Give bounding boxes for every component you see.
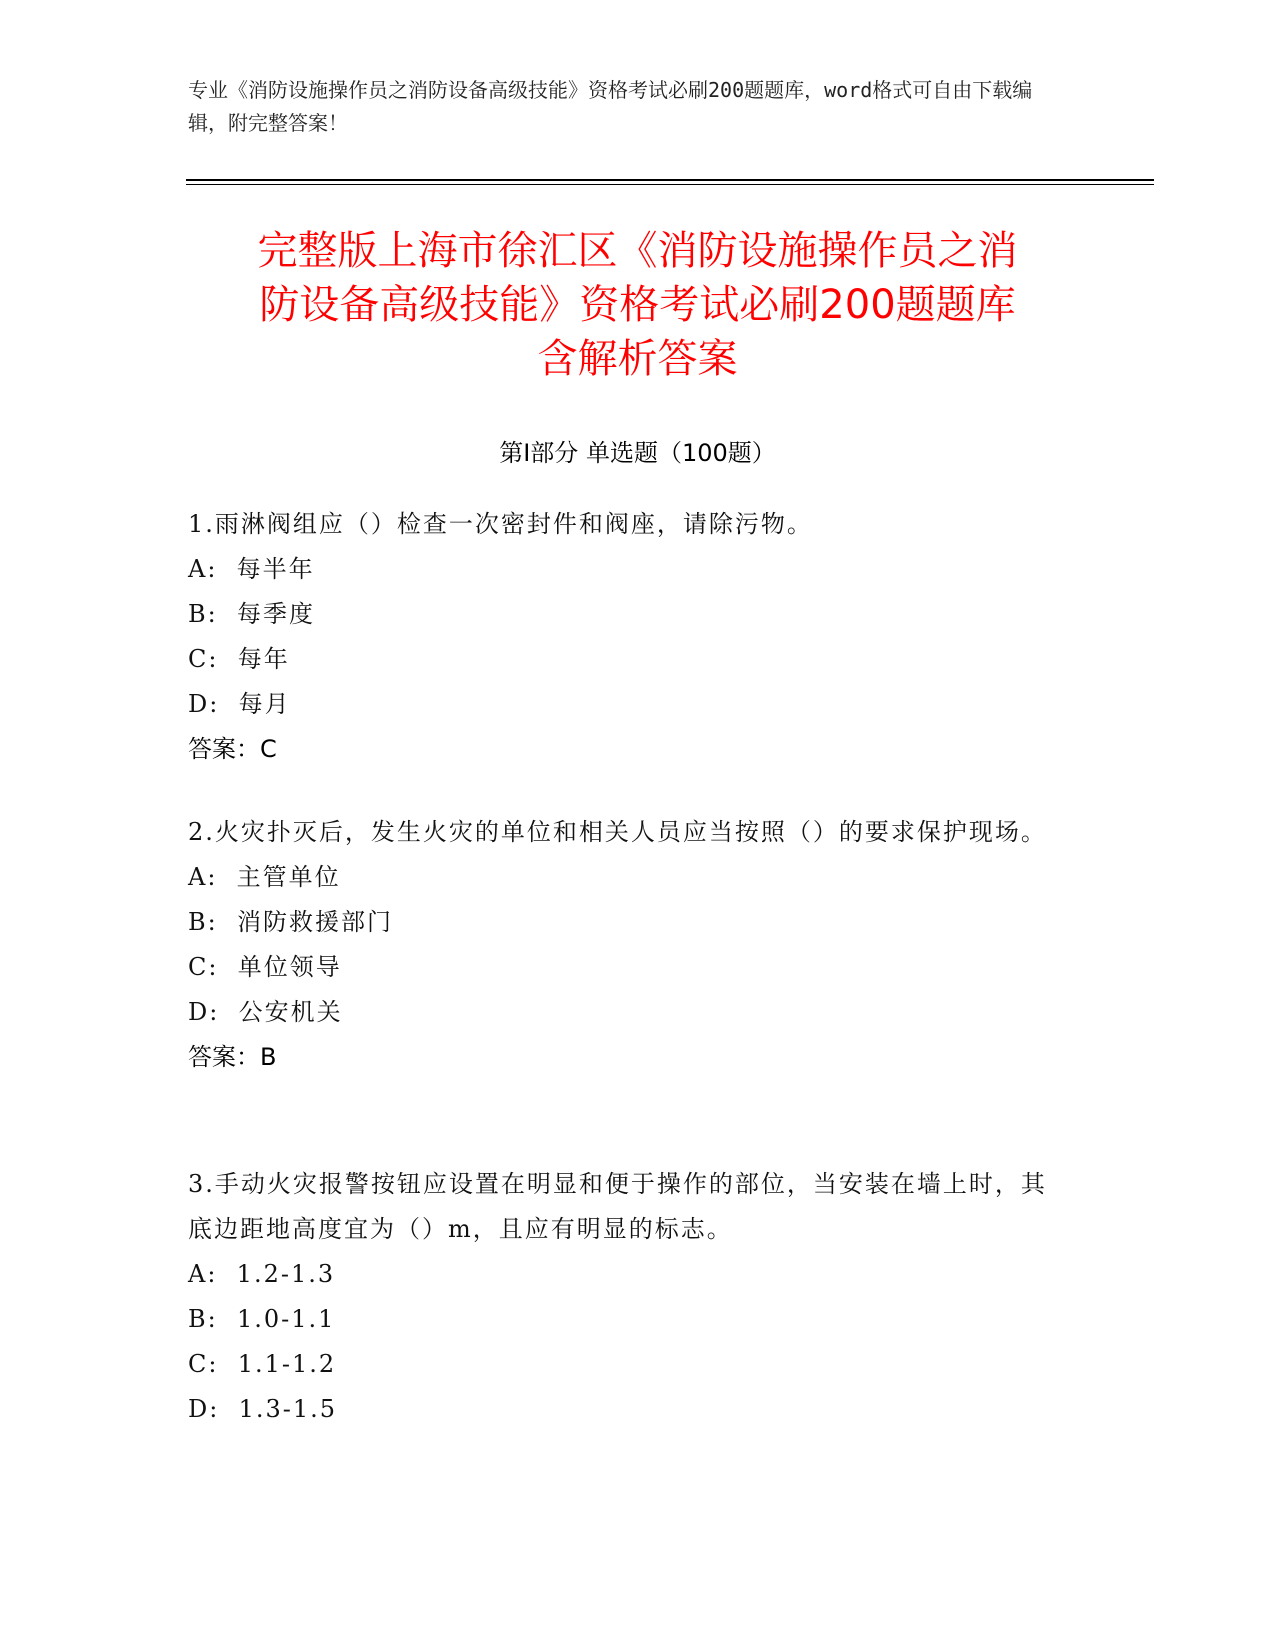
option-d: D: 公安机关 — [188, 998, 343, 1026]
document-title-line-2: 防设备高级技能》资格考试必刷200题题库 — [259, 282, 1016, 328]
option-b: B: 消防救援部门 — [188, 908, 393, 936]
question-2 — [188, 810, 1068, 1080]
section-title: 第Ⅰ部分 单选题（100题） — [499, 439, 776, 467]
header-divider-thin — [186, 184, 1154, 185]
option-a: A: 主管单位 — [188, 863, 341, 891]
header-note: 专业《消防设施操作员之消防设备高级技能》资格考试必刷200题题库，word格式可自由下载编辑，附完整答案！ — [188, 78, 1033, 135]
option-b: B: 1.0-1.1 — [188, 1305, 336, 1333]
question-3 — [188, 1162, 1068, 1432]
option-a: A: 1.2-1.3 — [188, 1260, 336, 1288]
option-d: D: 1.3-1.5 — [188, 1395, 338, 1423]
answer: 答案：B — [188, 1043, 277, 1071]
option-b: B: 每季度 — [188, 600, 315, 628]
question-stem: 3.手动火灾报警按钮应设置在明显和便于操作的部位，当安装在墙上时，其底边距地高度宜为（）m，且应有明显的标志。 — [188, 1170, 1047, 1243]
answer: 答案：C — [188, 735, 277, 763]
question-stem: 2.火灾扑灭后，发生火灾的单位和相关人员应当按照（）的要求保护现场。 — [188, 818, 1047, 846]
option-a: A: 每半年 — [188, 555, 315, 583]
document-title-line-1: 完整版上海市徐汇区《消防设施操作员之消 — [257, 228, 1018, 274]
question-1 — [188, 502, 1068, 772]
document-title-line-3: 含解析答案 — [537, 336, 738, 382]
option-c: C: 每年 — [188, 645, 290, 673]
option-d: D: 每月 — [188, 690, 291, 718]
document-title — [190, 224, 1085, 386]
option-c: C: 单位领导 — [188, 953, 342, 981]
question-stem: 1.雨淋阀组应（）检查一次密封件和阀座，请除污物。 — [188, 510, 813, 538]
header-divider-thick — [186, 179, 1154, 181]
option-c: C: 1.1-1.2 — [188, 1350, 337, 1378]
